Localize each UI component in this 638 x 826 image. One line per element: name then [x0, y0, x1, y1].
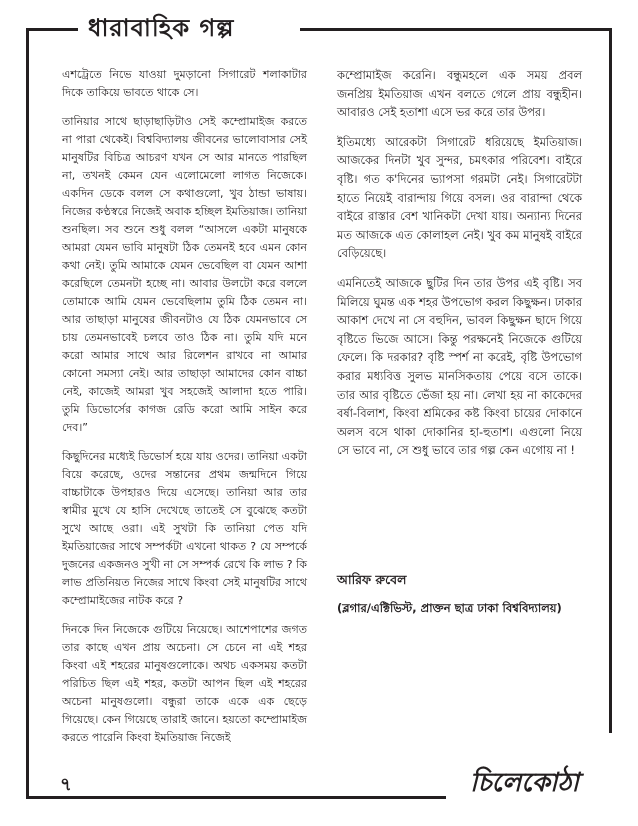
- magazine-logo: চিলেকোঠা: [470, 768, 579, 798]
- left-column: [62, 66, 307, 758]
- paragraph: ইতিমধ্যে আরেকটা সিগারেট ধরিয়েছে ইমতিয়াজ। আজকের দিনটা খুব সুন্দর, চমৎকার পরিবেশ। বাইরে বৃষ্টি। গত ক'দিনের ভ্যাপসা গরমটা নেই। সিগারেটটা হাতে নিয়েই বারান্দায় গিয়ে বসল। ওর বারান্দা থেকে বাইরে রাস্তার বেশ খানিকটা দেখা যায়। অন্যান্য দিনের মত আজকে এত কোলাহল নেই। খুব কম মানুষই বাইরে বেড়িয়েছে।: [337, 134, 582, 261]
- paragraph: দিনকে দিন নিজেকে গুটিয়ে নিয়েছে। আশেপাশের জগত তার কাছে এখন প্রায় অচেনা। সে চেনে না এই শহর কিংবা এই শহরের মানুষগুলোকে। অথচ একসময় কতটা পরিচিত ছিল এই শহর, কতটা আপন ছিল এই শহরের অচেনা মানুষগুলো। বন্ধুরা তাকে একে এক ছেড়ে গিয়েছে। কেন গিয়েছে তারাই জানে। হয়তো কম্প্রোমাইজ করতে পারেনি কিংবা ইমতিয়াজ নিজেই: [62, 623, 307, 744]
- frame-bottom-rule: [26, 796, 446, 799]
- right-column: [337, 66, 582, 471]
- author-name: আরিফ রুবেল: [337, 572, 407, 587]
- author-bio: (ব্লগার/এক্টিভিস্ট, প্রাক্তন ছাত্র ঢাকা বিশ্ববিদ্যালয়): [337, 601, 562, 615]
- frame-top-right-rule: [300, 28, 612, 31]
- section-title: ধারাবাহিক গল্প: [88, 14, 235, 42]
- frame-top-left-rule: [26, 28, 78, 31]
- frame-right-rule: [609, 28, 612, 733]
- paragraph: এমনিতেই আজকে ছুটির দিন তার উপর এই বৃষ্টি। সব মিলিয়ে ঘুমন্ত এক শহর উপভোগ করল কিছুক্ষন। ঢাকার আকাশ দেখে না সে বহুদিন, ভাবল কিছুক্ষন ছাদে গিয়ে বৃষ্টিতে ভিজে আসে। কিন্তু পরক্ষনেই নিজেকে গুটিয়ে ফেলে। কি দরকার? বৃষ্টি স্পর্শ না করেই, বৃষ্টি উপভোগ করার মধ্যবিত্ত সুলভ মানসিকতায় পেয়ে বসে তাকে। তার আর বৃষ্টিতে ভেঁজা হয় না। লেখা হয় না কাকেদের বর্ষা-বিলাশ, কিংবা শ্রমিকের কষ্ট কিংবা চায়ের দোকানে অলস বসে থাকা দোকানির হা-হুতাশ। এগুলো নিয়ে সে ভাবে না, সে শুধু ভাবে তার গল্প কেন এগোয় না !: [337, 275, 582, 458]
- paragraph: তানিয়ার সাথে ছাড়াছাড়িটাও সেই কম্প্রোমাইজ করতে না পারা থেকেই। বিশ্ববিদ্যালয় জীবনের ভালোবাসার সেই মানুষটির বিচিত্র আচরণ যখন সে আর মানতে পারছিল না, তখনই কেমন যেন এলোমেলো লাগত নিজেকে। একদিন ডেকে বলল সে কথাগুলো, খুব ঠান্ডা ভাষায়। নিজের কণ্ঠস্বরে নিজেই অবাক হচ্ছিল ইমতিয়াজ। তানিয়া শুনছিল। সব শুনে শুধু বলল “আসলে একটা মানুষকে আমরা যেমন ভাবি মানুষটা ঠিক তেমনই হবে এমন কোন কথা নেই। তুমি আমাকে যেমন ভেবেছিল বা যেমন আশা করেছিলে তেমনটা হচ্ছে না। আবার উলটো করে বললে তোমাকে আমি যেমন ভেবেছিলাম তুমি ঠিক তেমন না। আর তাছাড়া মানুষের জীবনটাও যে ঠিক যেমনভাবে সে চায় তেমনভাবেই চলবে তাও ঠিক না। তুমি যদি মনে করো আমার সাথে আর রিলেশন রাখবে না আমার কোনো সমস্যা নেই। আর তাছাড়া আমাদের কোন বাচ্চা নেই, কাজেই আমরা খুব সহজেই আলাদা হতে পারি। তুমি ডিভোর্সের কাগজ রেডি করো আমি সাইন করে দেব।”: [62, 115, 307, 434]
- paragraph: কিছুদিনের মধ্যেই ডিভোর্স হয়ে যায় ওদের। তানিয়া একটা বিয়ে করেছে, ওদের সন্তানের প্রথম জন্মদিনে গিয়ে বাচ্চাটাকে উপহারও দিয়ে এসেছে। তানিয়া আর তার স্বামীর মুখে যে হাসি দেখেছে তাতেই সে বুঝেছে কতটা সুখে আছে ওরা। এই সুখটা কি তানিয়া পেত যদি ইমতিয়াজের সাথে সম্পর্কটা এখনো থাকত ? যে সম্পর্কে দুজনের একজনও সুখী না সে সম্পর্ক রেখে কি লাভ ? কি লাভ প্রতিনিয়ত নিজের সাথে কিংবা সেই মানুষটির সাথে কম্প্রোমাইজের নাটক করে ?: [62, 450, 307, 607]
- paragraph: এশট্রেতে নিভে যাওয়া দুমড়ানো সিগারেট শলাকাটার দিকে তাকিয়ে ভাবতে থাকে সে।: [62, 68, 307, 99]
- frame-left-rule: [26, 28, 29, 798]
- paragraph: কম্প্রোমাইজ করেনি। বন্ধুমহলে এক সময় প্রবল জনপ্রিয় ইমতিয়াজ এখন বলতে গেলে প্রায় বন্ধুহীন। আবারও সেই হতাশা এসে ভর করে তার উপর।: [337, 68, 582, 120]
- page-number: ৭: [60, 774, 72, 795]
